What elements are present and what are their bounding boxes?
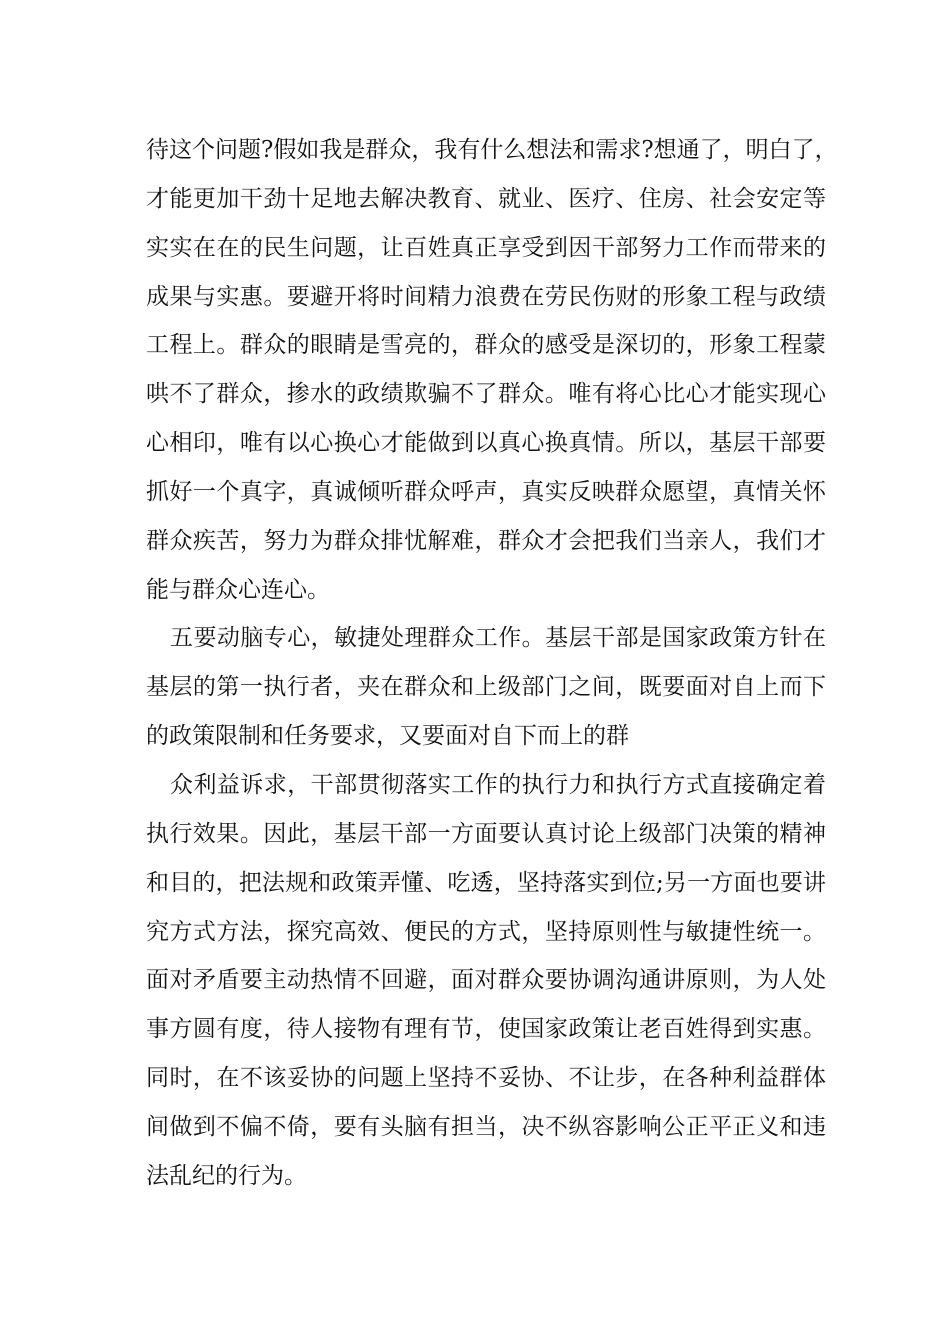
text-line: 待这个问题?假如我是群众，我有什么想法和需求?想通了，明白了， — [146, 137, 838, 163]
text-line: 能与群众心连心。 — [146, 576, 330, 603]
text-line: 哄不了群众，掺水的政绩欺骗不了群众。唯有将心比心才能实现心 — [146, 381, 826, 408]
text-line: 同时，在不该妥协的问题上坚持不妥协、不让步，在各种利益群体 — [146, 1065, 826, 1092]
paragraph-start-line: 众利益诉求，干部贯彻落实工作的执行力和执行方式直接确定着 — [170, 771, 826, 798]
text-line: 群众疾苦，努力为群众排忧解难，群众才会把我们当亲人，我们才 — [146, 527, 826, 554]
text-line: 执行效果。因此，基层干部一方面要认真讨论上级部门决策的精神 — [146, 820, 826, 847]
text-line: 成果与实惠。要避开将时间精力浪费在劳民伤财的形象工程与政绩 — [146, 283, 826, 310]
text-line: 心相印，唯有以心换心才能做到以真心换真情。所以，基层干部要 — [146, 430, 826, 457]
text-line: 事方圆有度，待人接物有理有节，使国家政策让老百姓得到实惠。 — [146, 1016, 826, 1043]
body-text — [146, 126, 838, 1201]
text-line: 工程上。群众的眼睛是雪亮的，群众的感受是深切的，形象工程蒙 — [146, 332, 826, 359]
text-line: 才能更加干劲十足地去解决教育、就业、医疗、住房、社会安定等 — [146, 185, 826, 212]
text-line: 究方式方法，探究高效、便民的方式，坚持原则性与敏捷性统一。 — [146, 918, 826, 945]
text-line: 面对矛盾要主动热情不回避，面对群众要协调沟通讲原则，为人处 — [146, 967, 826, 994]
text-line: 间做到不偏不倚，要有头脑有担当，决不纵容影响公正平正义和违 — [146, 1113, 826, 1140]
text-line: 法乱纪的行为。 — [146, 1162, 307, 1189]
text-line: 的政策限制和任务要求，又要面对自下而上的群 — [146, 723, 629, 750]
text-line: 基层的第一执行者，夹在群众和上级部门之间，既要面对自上而下 — [146, 674, 826, 701]
text-line: 实实在在的民生问题，让百姓真正享受到因干部努力工作而带来的 — [146, 234, 826, 261]
text-line: 和目的，把法规和政策弄懂、吃透，坚持落实到位;另一方面也要讲 — [146, 869, 826, 896]
text-line: 抓好一个真字，真诚倾听群众呼声，真实反映群众愿望，真情关怀 — [146, 478, 826, 505]
paragraph-start-line: 五要动脑专心，敏捷处理群众工作。基层干部是国家政策方针在 — [170, 625, 826, 652]
